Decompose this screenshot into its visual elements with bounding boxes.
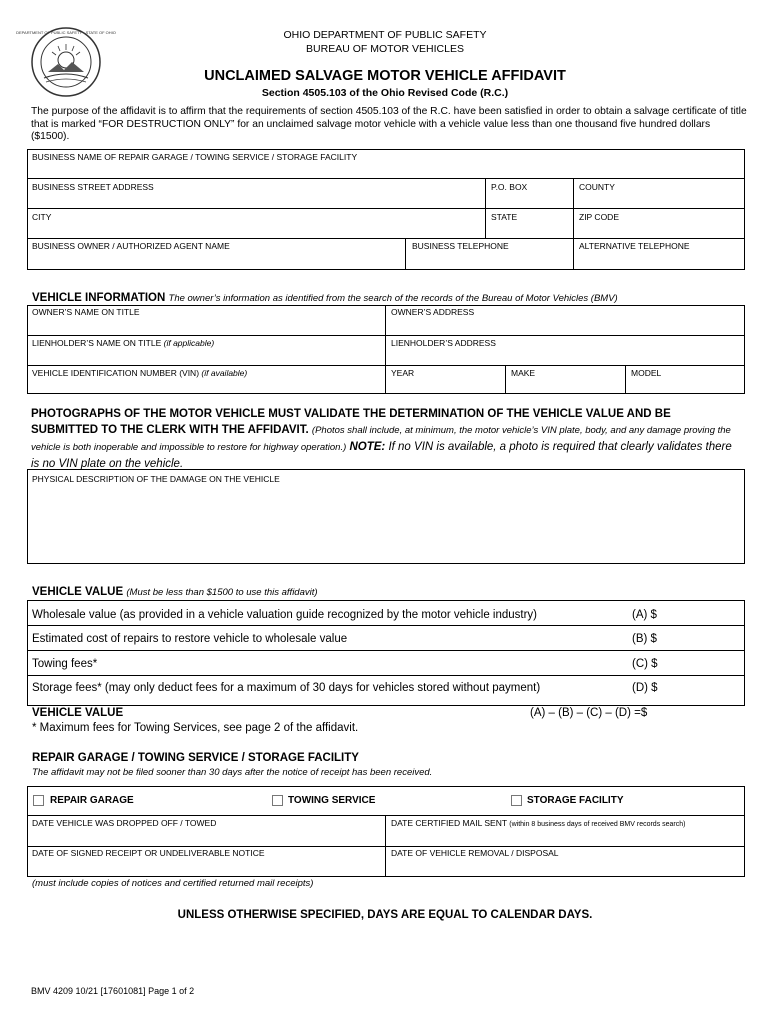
purpose-text: The purpose of the affidavit is to affirm that the requirements of section 4505.103 of the R.C. have been satisfied in order to obtain a salvage certificate of title that is marked “FOR DESTRUCTION ONLY” for an unclaimed salvage motor vehicle with a vehicle value less than one thousand five hundred dollars ($1500). (31, 106, 747, 142)
photographs-notice: PHOTOGRAPHS OF THE MOTOR VEHICLE MUST VALIDATE THE DETERMINATION OF THE VEHICLE VALUE AND BE SUBMITTED TO THE CLERK WITH THE AFFIDAVIT. (Photos shall include, at minimum, the motor vehicle’s VIN plate, body, and any damage proving the vehicle is both inoperable and impossible to restore for highway operation.) NOTE: If no VIN is available, a photo is required that clearly validates there is no VIN plate on the vehicle. (31, 408, 732, 470)
vehicle-value-heading: VEHICLE VALUE (Must be less than $1500 to use this affidavit) (32, 586, 318, 598)
vehicle-value-total-label: VEHICLE VALUE (32, 707, 124, 719)
repair-garage-checkbox[interactable] (33, 795, 44, 806)
lienholder-name-field[interactable]: LIENHOLDER’S NAME ON TITLE (if applicable) (32, 338, 215, 348)
vehicle-info-heading: VEHICLE INFORMATION The owner’s information as identified from the search of the records of the Bureau of Motor Vehicles (BMV) (32, 292, 618, 304)
vehicle-value-total-field[interactable]: (A) – (B) – (C) – (D) =$ (530, 707, 648, 719)
vehicle-info-table (27, 305, 745, 394)
county-field[interactable]: COUNTY (579, 182, 615, 192)
date-removal-field[interactable]: DATE OF VEHICLE REMOVAL / DISPOSAL (391, 848, 559, 858)
business-telephone-field[interactable]: BUSINESS TELEPHONE (412, 241, 509, 251)
date-signed-field[interactable]: DATE OF SIGNED RECEIPT OR UNDELIVERABLE NOTICE (32, 848, 265, 858)
towing-fees-row: Towing fees* (32, 658, 98, 670)
repair-cost-row: Estimated cost of repairs to restore vehicle to wholesale value (32, 633, 348, 645)
repair-garage-label: REPAIR GARAGE (50, 795, 134, 806)
date-dropped-field[interactable]: DATE VEHICLE WAS DROPPED OFF / TOWED (32, 818, 217, 828)
max-fees-footnote: * Maximum fees for Towing Services, see page 2 of the affidavit. (32, 722, 359, 734)
filing-note: The affidavit may not be filed sooner than 30 days after the notice of receipt has been received. (32, 767, 433, 778)
owner-agent-field[interactable]: BUSINESS OWNER / AUTHORIZED AGENT NAME (32, 241, 230, 251)
bureau-name: BUREAU OF MOTOR VEHICLES (306, 43, 464, 55)
value-a-field[interactable]: (A) $ (632, 609, 657, 621)
form-title: UNCLAIMED SALVAGE MOTOR VEHICLE AFFIDAVIT (204, 68, 566, 84)
storage-facility-checkbox[interactable] (511, 795, 522, 806)
towing-service-label: TOWING SERVICE (288, 795, 376, 806)
agency-name: OHIO DEPARTMENT OF PUBLIC SAFETY (283, 29, 487, 41)
make-field[interactable]: MAKE (511, 368, 536, 378)
wholesale-value-row: Wholesale value (as provided in a vehicle valuation guide recognized by the motor vehicle industry) (32, 609, 538, 621)
storage-fees-row: Storage fees* (may only deduct fees for a maximum of 30 days for vehicles stored without payment) (32, 682, 541, 694)
po-box-field[interactable]: P.O. BOX (491, 182, 528, 192)
facility-table (27, 786, 745, 877)
business-name-field[interactable]: BUSINESS NAME OF REPAIR GARAGE / TOWING SERVICE / STORAGE FACILITY (32, 152, 358, 162)
model-field[interactable]: MODEL (631, 368, 662, 378)
business-table (27, 149, 745, 270)
year-field[interactable]: YEAR (391, 368, 415, 378)
copies-note: (must include copies of notices and certified returned mail receipts) (32, 878, 314, 889)
facility-heading: REPAIR GARAGE / TOWING SERVICE / STORAGE FACILITY (32, 752, 359, 764)
date-certified-field[interactable]: DATE CERTIFIED MAIL SENT (within 8 business days of received BMV records search) (391, 818, 686, 828)
damage-description-label: PHYSICAL DESCRIPTION OF THE DAMAGE ON THE VEHICLE (32, 474, 280, 484)
lienholder-address-field[interactable]: LIENHOLDER’S ADDRESS (391, 338, 496, 348)
value-d-field[interactable]: (D) $ (632, 682, 658, 694)
form-subtitle: Section 4505.103 of the Ohio Revised Code (R.C.) (261, 87, 509, 99)
form-footer: BMV 4209 10/21 [17601081] Page 1 of 2 (31, 986, 195, 996)
state-field[interactable]: STATE (491, 212, 518, 222)
value-b-field[interactable]: (B) $ (632, 633, 657, 645)
business-street-field[interactable]: BUSINESS STREET ADDRESS (32, 182, 154, 192)
alt-telephone-field[interactable]: ALTERNATIVE TELEPHONE (579, 241, 690, 251)
ohio-seal-logo (16, 26, 116, 98)
towing-service-checkbox[interactable] (272, 795, 283, 806)
city-field[interactable]: CITY (32, 212, 52, 222)
svg-text:DEPARTMENT OF PUBLIC SAFETY ·: DEPARTMENT OF PUBLIC SAFETY · STATE OF OHIO (16, 30, 116, 35)
storage-facility-label: STORAGE FACILITY (527, 795, 624, 806)
owner-name-field[interactable]: OWNER’S NAME ON TITLE (32, 307, 140, 317)
vin-field[interactable]: VEHICLE IDENTIFICATION NUMBER (VIN) (if available) (32, 368, 248, 378)
calendar-days-notice: UNLESS OTHERWISE SPECIFIED, DAYS ARE EQUAL TO CALENDAR DAYS. (177, 909, 593, 921)
value-c-field[interactable]: (C) $ (632, 658, 658, 670)
owner-address-field[interactable]: OWNER’S ADDRESS (391, 307, 475, 317)
zip-field[interactable]: ZIP CODE (579, 212, 619, 222)
